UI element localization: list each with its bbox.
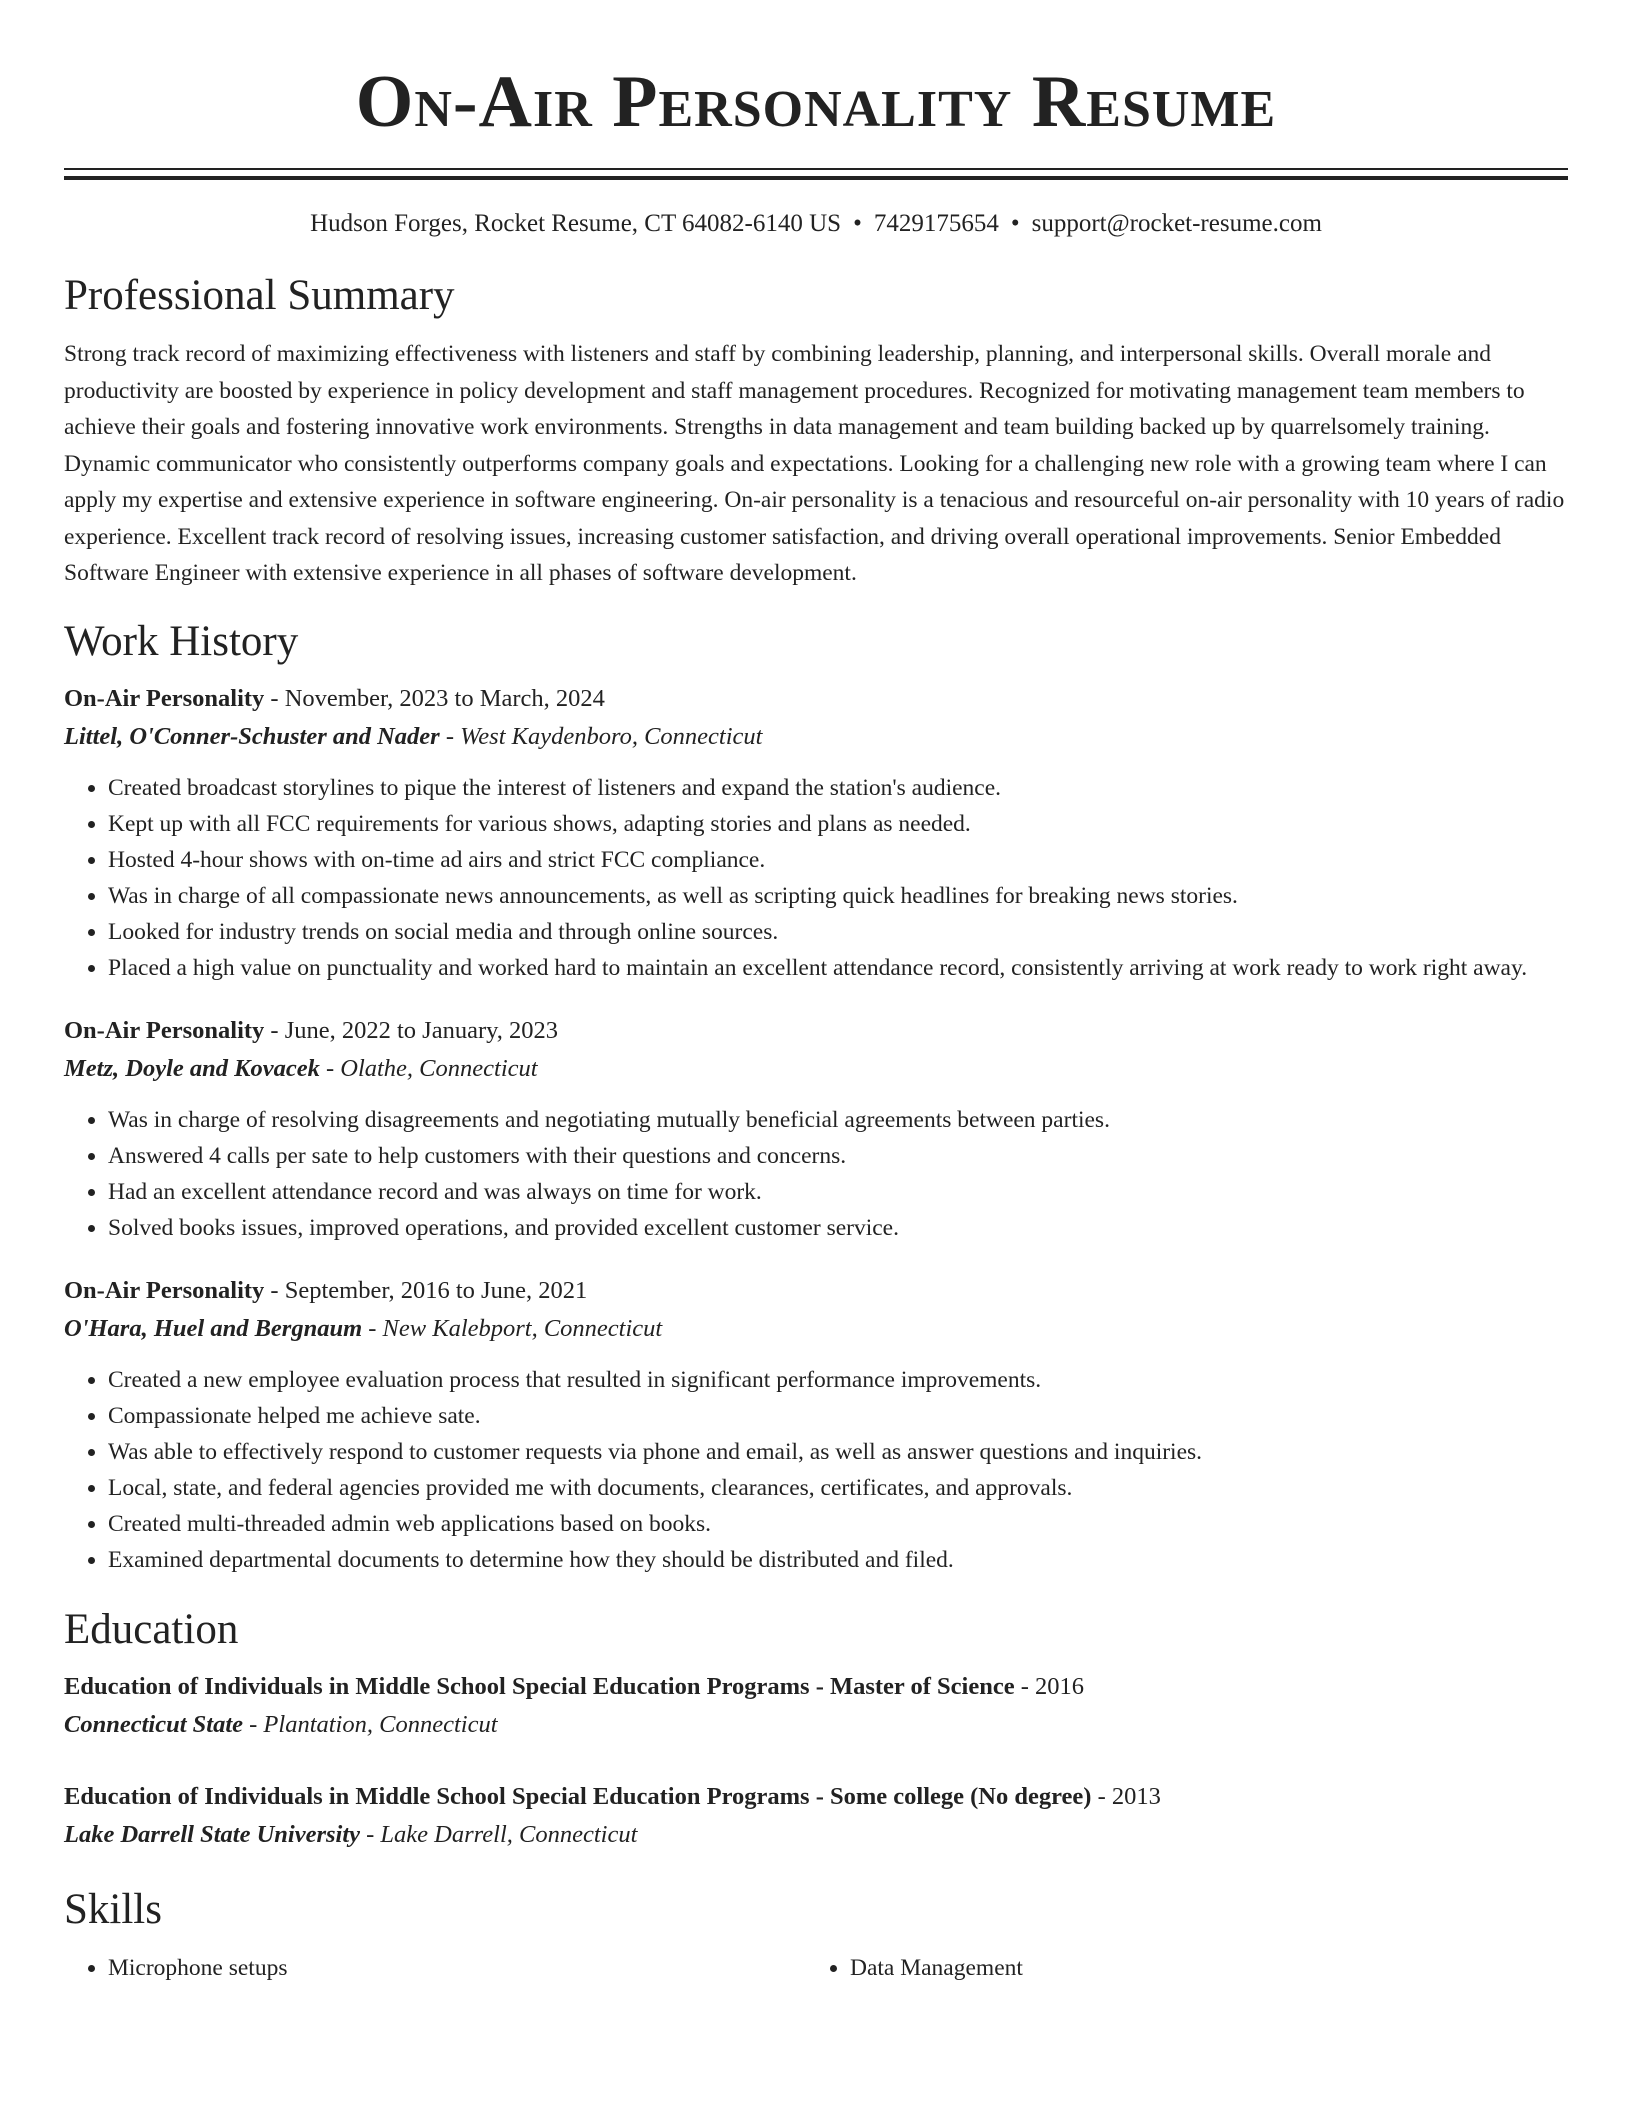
education-entry [64, 1668, 1568, 1744]
divider-thin-line [64, 168, 1568, 170]
contact-separator: • [853, 210, 862, 237]
divider-thick-line [64, 176, 1568, 180]
skill-item: • Microphone setups [108, 1950, 806, 1986]
skills-list-left [64, 1950, 806, 1986]
job-bullets [64, 1102, 1568, 1246]
list-item: • Hosted 4-hour shows with on-time ad airs and strict FCC compliance. [108, 842, 1568, 878]
work-history-heading: Work History [64, 617, 299, 665]
skill-item: • Data Management [850, 1950, 1548, 1986]
education-degree: Education of Individuals in Middle School Special Education Programs - Master of Science [64, 1672, 1015, 1700]
education-year: - 2013 [1091, 1782, 1161, 1810]
list-item: • Was in charge of resolving disagreements and negotiating mutually beneficial agreements between parties. [108, 1102, 1568, 1138]
job-company: Metz, Doyle and Kovacek [64, 1054, 320, 1082]
list-item: • Examined departmental documents to determine how they should be distributed and filed. [108, 1542, 1568, 1578]
summary-heading: Professional Summary [64, 272, 455, 319]
summary-text: Strong track record of maximizing effectiveness with listeners and staff by combining leadership, planning, and interpersonal skills. Overall morale and productivity are boosted by experience in policy development and staff management procedures. Recognized for motivating management team members to achieve their goals and fostering innovative work environments. Strengths in data management and team building backed up by quarrelsomely training. Dynamic communicator who consistently outperforms company goals and expectations. Looking for a challenging new role with a growing team where I can apply my expertise and extensive experience in software engineering. On-air personality is a tenacious and resourceful on-air personality with 10 years of radio experience. Excellent track record of resolving issues, increasing customer satisfaction, and driving overall operational improvements. Senior Embedded Software Engineer with extensive experience in all phases of software development. [64, 341, 1565, 586]
job-title-line [64, 1012, 1568, 1050]
education-degree: Education of Individuals in Middle School Special Education Programs - Some college (No degree) [64, 1782, 1092, 1810]
job-entry [64, 1012, 1568, 1246]
list-item: • Answered 4 calls per sate to help customers with their questions and concerns. [108, 1138, 1568, 1174]
contact-line [64, 208, 1568, 240]
contact-email: support@rocket-resume.com [1031, 210, 1322, 237]
skills-heading: Skills [64, 1885, 162, 1933]
job-dates: - November, 2023 to March, 2024 [264, 684, 605, 712]
job-company-line [64, 718, 1568, 756]
list-item: • Created a new employee evaluation process that resulted in significant performance improvements. [108, 1362, 1568, 1398]
job-role: On-Air Personality [64, 684, 265, 712]
list-item: • Created broadcast storylines to pique the interest of listeners and expand the station's audience. [108, 770, 1568, 806]
job-location: - New Kalebport, Connecticut [362, 1314, 663, 1342]
list-item: • Looked for industry trends on social media and through online sources. [108, 914, 1568, 950]
skills-list-right [806, 1950, 1548, 1986]
job-bullets [64, 770, 1568, 986]
job-dates: - September, 2016 to June, 2021 [264, 1276, 588, 1304]
list-item: • Was in charge of all compassionate news announcements, as well as scripting quick headlines for breaking news stories. [108, 878, 1568, 914]
education-school: Lake Darrell State University [64, 1820, 361, 1848]
job-company: O'Hara, Huel and Bergnaum [64, 1314, 363, 1342]
education-degree-line [64, 1778, 1568, 1816]
education-heading: Education [64, 1605, 239, 1653]
education-location: - Lake Darrell, Connecticut [360, 1820, 638, 1848]
skills-column-right [806, 1950, 1548, 1986]
page-title: On-Air Personality Resume [355, 61, 1277, 143]
job-role: On-Air Personality [64, 1276, 265, 1304]
job-bullets [64, 1362, 1568, 1578]
list-item: • Had an excellent attendance record and was always on time for work. [108, 1174, 1568, 1210]
job-company: Littel, O'Conner-Schuster and Nader [64, 722, 440, 750]
education-year: - 2016 [1014, 1672, 1084, 1700]
education-school: Connecticut State [64, 1710, 244, 1738]
list-item: • Was able to effectively respond to customer requests via phone and email, as well as answer questions and inquiries. [108, 1434, 1568, 1470]
education-location: - Plantation, Connecticut [243, 1710, 498, 1738]
list-item: • Local, state, and federal agencies provided me with documents, clearances, certificates, and approvals. [108, 1470, 1568, 1506]
job-entry [64, 680, 1568, 986]
education-degree-line [64, 1668, 1568, 1706]
job-location: - West Kaydenboro, Connecticut [439, 722, 763, 750]
job-company-line [64, 1310, 1568, 1348]
list-item: • Placed a high value on punctuality and worked hard to maintain an excellent attendance record, consistently arriving at work ready to work right away. [108, 950, 1568, 986]
contact-address: Hudson Forges, Rocket Resume, CT 64082-6140 US [310, 210, 842, 237]
job-role: On-Air Personality [64, 1016, 265, 1044]
list-item: • Kept up with all FCC requirements for various shows, adapting stories and plans as needed. [108, 806, 1568, 842]
education-school-line [64, 1816, 1568, 1854]
job-company-line [64, 1050, 1568, 1088]
title-divider [64, 168, 1568, 180]
job-title-line [64, 680, 1568, 718]
education-entry [64, 1778, 1568, 1854]
contact-phone: 7429175654 [873, 210, 999, 237]
job-location: - Olathe, Connecticut [319, 1054, 538, 1082]
skills-column-left [64, 1950, 806, 1986]
list-item: • Solved books issues, improved operations, and provided excellent customer service. [108, 1210, 1568, 1246]
contact-separator: • [1010, 210, 1020, 237]
list-item: • Created multi-threaded admin web applications based on books. [108, 1506, 1568, 1542]
job-title-line [64, 1272, 1568, 1310]
job-dates: - June, 2022 to January, 2023 [264, 1016, 559, 1044]
job-entry [64, 1272, 1568, 1578]
skills-grid [64, 1950, 1568, 1986]
education-school-line [64, 1706, 1568, 1744]
list-item: • Compassionate helped me achieve sate. [108, 1398, 1568, 1434]
